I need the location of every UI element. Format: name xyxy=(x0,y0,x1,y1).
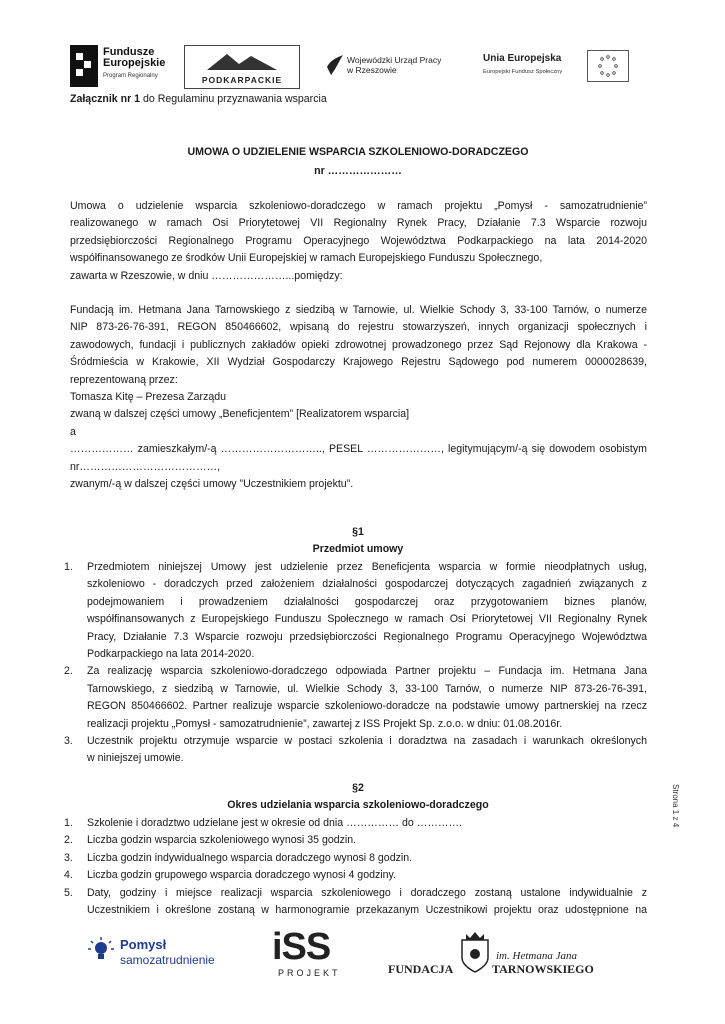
list-item: 1. Przedmiotem niniejszej Umowy jest udzielenie przez Beneficjenta wsparcia w formie nieodpłatnych usług, szkoleniowo - doradczych przed założeniem działalności gospodarczej dotyczących zagadnień związanych z podejmowaniem i prowadzeniem działalności gospodarczej oraz przygotowaniem biznes planów, współfinansowanych z Europejskiego Funduszu Społecznego w ramach Osi Priorytetowej VII Regionalny Rynek Pracy, Działanie 7.3 Wsparcie rozwoju przedsiębiorczości Regionalnego Programu Operacyjnego Województwa Podkarpackiego na lata 2014-2020. xyxy=(64,561,647,661)
lightbulb-icon xyxy=(88,937,114,963)
page-number: Strona 1 z 4 xyxy=(671,784,680,828)
coat-of-arms-icon xyxy=(458,930,492,974)
page-title: UMOWA O UDZIELENIE WSPARCIA SZKOLENIOWO-DORADCZEGO xyxy=(187,146,529,158)
list-item: 3. Uczestnik projektu otrzymuje wsparcie w postaci szkolenia i doradztwa na zasadach i warunkach określonych w niniejszej umowie. xyxy=(64,735,647,765)
annex-note: Załącznik nr 1 do Regulaminu przyznawania wsparcia xyxy=(70,93,327,105)
list-item: 5. Daty, godziny i miejsce realizacji wsparcia szkoleniowego i doradczego zostaną ustalone indywidualnie z Uczestnikiem i określone zostaną w harmonogramie przekazanym Uczestnikowi projektu oraz udostępnione na xyxy=(64,886,647,917)
mountains-icon xyxy=(205,50,279,72)
eu-flag-icon xyxy=(587,50,629,82)
section-1-title: Przedmiot umowy xyxy=(312,543,404,555)
list-item: 3. Liczba godzin indywidualnego wsparcia doradczego wynosi 8 godzin. xyxy=(64,851,413,864)
fe-flag-icon xyxy=(70,45,98,87)
list-item: 4. Liczba godzin grupowego wsparcia doradczego wynosi 4 godziny. xyxy=(64,869,396,882)
list-item: 2. Za realizację wsparcia szkoleniowo-doradczego odpowiada Partner projektu – Fundacja im. Hetmana Jana Tarnowskiego, z siedzibą w Tarnowie, ul. Wielkie Schody 3, 33-100 Tarnów, o numerze NIP 873-26-76-391, REGON 850466602. Partner realizuje wsparcie szkoleniowo-doradcze na podstawie umowy partnerskiej na rzecz realizacji projektu „Pomysł - samozatrudnienie”, zawartej z ISS Projekt Sp. z.o.o. w dniu: 01.08.2016r. xyxy=(64,665,647,730)
logo-fundusze-europejskie: Fundusze Europejskie Program Regionalny xyxy=(70,45,182,89)
list-item: 1. Szkolenie i doradztwo udzielane jest w okresie od dnia …………… do …………. xyxy=(64,817,463,829)
section-1-list xyxy=(64,559,647,768)
list-item: 2. Liczba godzin wsparcia szkoleniowego wynosi 35 godzin. xyxy=(64,834,357,847)
section-2-title: Okres udzielania wsparcia szkoleniowo-doradczego xyxy=(227,799,489,811)
intro-paragraph: Umowa o udzielenie wsparcia szkoleniowo-doradczego w ramach projektu „Pomysł - samozatrudnienie” realizowanego w ramach Osi Priorytetowej VII Regionalny Rynek Pracy, Działanie 7.3 Wsparcie rozwoju przedsiębiorczości Regionalnego Programu Operacyjnego Województwa Podkarpackiego na lata 2014-2020 współfinansowanego ze środków Unii Europejskiej w ramach Europejskiego Funduszu Społecznego, zawarta w Rzeszowie, w dniu …………………...pomiędzy: xyxy=(70,200,647,282)
section-1-number: §1 xyxy=(352,526,364,538)
section-2-number: §2 xyxy=(352,782,364,794)
contract-number: nr ………………… xyxy=(314,165,402,177)
logo-unia-europejska: Unia Europejska Europejski Fundusz Społeczny xyxy=(481,45,629,89)
party-paragraph: Fundacją im. Hetmana Jana Tarnowskiego z siedzibą w Tarnowie, ul. Wielkie Schody 3, 33-100 Tarnów, o numerze NIP 873-26-76-391, REGON 850466602, wpisaną do rejestru stowarzyszeń, innych organizacji społecznych i zawodowych, fundacji i publicznych zakładów opieki zdrowotnej prowadzonego przez Sąd Rejonowy dla Krakowa - Śródmieścia w Krakowie, XII Wydział Gospodarczy Krajowego Rejestru Sądowego pod numerem 0000028639, reprezentowaną przez: Tomasza Kitę – Prezesa Zarządu zwaną w dalszej części umowy „Beneficjentem” [Realizatorem wsparcia] a ……………… zamieszkałym/-ą ……………………….., PESEL …………………, legitymującym/-ą się dowodem osobistym nr…………………………………, zwanym/-ą w dalszej części umowy ”Uczestnikiem projektu”. xyxy=(70,304,647,491)
bird-icon xyxy=(325,53,345,79)
logo-wup-rzeszow: Wojewódzki Urząd Pracy w Rzeszowie xyxy=(325,45,463,89)
section-2-list xyxy=(64,815,647,919)
logo-podkarpackie: PODKARPACKIE xyxy=(184,45,300,89)
